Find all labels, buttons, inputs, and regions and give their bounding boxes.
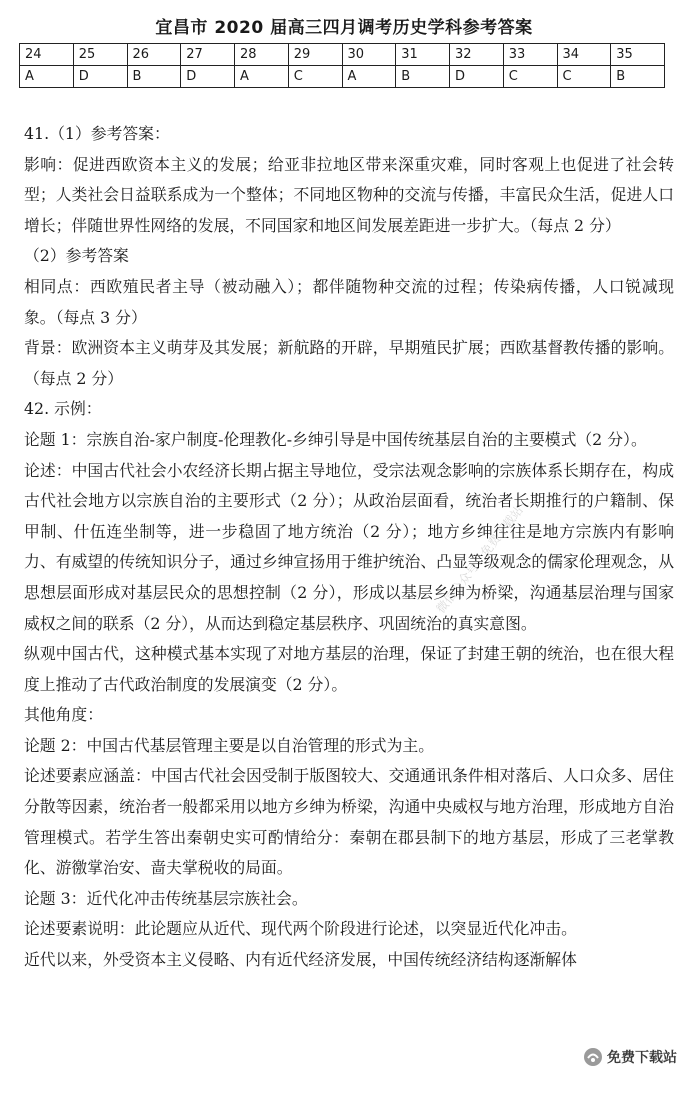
answer-cell: A <box>20 66 74 88</box>
q41-part2-heading: （2）参考答案 <box>24 246 129 266</box>
q41-background: 背景：欧洲资本主义萌芽及其发展；新航路的开辟，早期殖民扩展；西欧基督教传播的影响。（每点 2 分） <box>24 338 674 388</box>
answer-cell: A <box>235 66 289 88</box>
diagonal-watermark: 微信公众号：免费下载站 <box>433 503 526 616</box>
answer-cell: D <box>73 66 127 88</box>
question-number-cell: 27 <box>181 44 235 66</box>
answer-cell: C <box>557 66 611 88</box>
question-number-cell: 28 <box>235 44 289 66</box>
page-title: 宜昌市 2020 届高三四月调考历史学科参考答案 <box>155 18 533 38</box>
answer-cell: C <box>503 66 557 88</box>
question-number-cell: 26 <box>127 44 181 66</box>
q42-argument-3-intro: 论述要素说明：此论题应从近代、现代两个阶段进行论述，以突显近代化冲击。 <box>24 919 577 939</box>
q41-heading: 41.（1）参考答案： <box>24 124 170 143</box>
q41-part1-answer: 影响：促进西欧资本主义的发展；给亚非拉地区带来深重灾难，同时客观上也促进了社会转型；人类社会日益联系成为一个整体；不同地区物种的交流与传播，丰富民众生活，促进人口增长；伴随世界性网络的发展，不同国家和地区间发展差距进一步扩大。（每点 2 分） <box>24 154 674 235</box>
q42-thesis-3: 论题 3：近代化冲击传统基层宗族社会。 <box>24 888 308 908</box>
answer-cell: B <box>611 66 665 88</box>
answer-table <box>19 43 665 88</box>
answer-row <box>20 66 665 88</box>
question-number-row <box>20 44 665 66</box>
answer-cell: A <box>342 66 396 88</box>
answer-body <box>24 119 674 976</box>
q41-similarities: 相同点：西欧殖民者主导（被动融入）；都伴随物种交流的过程；传染病传播，人口锐减现象。（每点 3 分） <box>24 276 674 327</box>
question-number-cell: 30 <box>342 44 396 66</box>
answer-cell: B <box>127 66 181 88</box>
question-number-cell: 31 <box>396 44 450 66</box>
answer-cell: D <box>450 66 504 88</box>
question-number-cell: 35 <box>611 44 665 66</box>
answer-cell: C <box>288 66 342 88</box>
question-number-cell: 29 <box>288 44 342 66</box>
q42-thesis-1: 论题 1：宗族自治-家户制度-伦理教化-乡绅引导是中国传统基层自治的主要模式（2 分）。 <box>24 429 647 449</box>
q42-argument-1: 论述：中国古代社会小农经济长期占据主导地位，受宗法观念影响的宗族体系长期存在，构成古代社会地方以宗族自治的主要形式（2 分）；从政治层面看，统治者长期推行的户籍制、保甲制、什伍连坐制等，进一步稳固了地方统治（2 分）；地方乡绅往往是地方宗族内有影响力、有威望的传统知识分子，通过乡绅宣扬用于维护统治、凸显等级观念的儒家伦理观念，从思想层面形成对基层民众的思想控制（2 分），形成以基层乡绅为桥梁，沟通基层治理与国家威权之间的联系（2 分），从而达到稳定基层秩序、巩固统治的真实意图。 <box>24 460 674 633</box>
brand-logo-icon <box>583 1047 603 1067</box>
q42-argument-3-text: 近代以来，外受资本主义侵略、内有近代经济发展，中国传统经济结构逐渐解体 <box>24 950 577 970</box>
q42-heading: 42. 示例： <box>24 399 102 419</box>
q42-thesis-2: 论题 2：中国古代基层管理主要是以自治管理的形式为主。 <box>24 735 434 755</box>
q42-argument-2: 论述要素应涵盖：中国古代社会因受制于版图较大、交通通讯条件相对落后、人口众多、居住分散等因素，统治者一般都采用以地方乡绅为桥梁，沟通中央威权与地方治理，形成地方自治管理模式。若学生答出秦朝史实可酌情给分：秦朝在郡县制下的地方基层，形成了三老掌教化、游徼掌治安、啬夫掌税收的局面。 <box>24 766 674 878</box>
answer-cell: B <box>396 66 450 88</box>
question-number-cell: 32 <box>450 44 504 66</box>
question-number-cell: 34 <box>557 44 611 66</box>
q42-other-angles: 其他角度： <box>24 705 103 725</box>
question-number-cell: 33 <box>503 44 557 66</box>
q42-conclusion-1: 纵观中国古代，这种模式基本实现了对地方基层的治理，保证了封建王朝的统治，也在很大程度上推动了古代政治制度的发展演变（2 分）。 <box>24 644 674 694</box>
answer-cell: D <box>181 66 235 88</box>
question-number-cell: 25 <box>73 44 127 66</box>
question-number-cell: 24 <box>20 44 74 66</box>
brand-watermark <box>580 1047 680 1067</box>
brand-label: 免费下载站 <box>607 1050 677 1066</box>
